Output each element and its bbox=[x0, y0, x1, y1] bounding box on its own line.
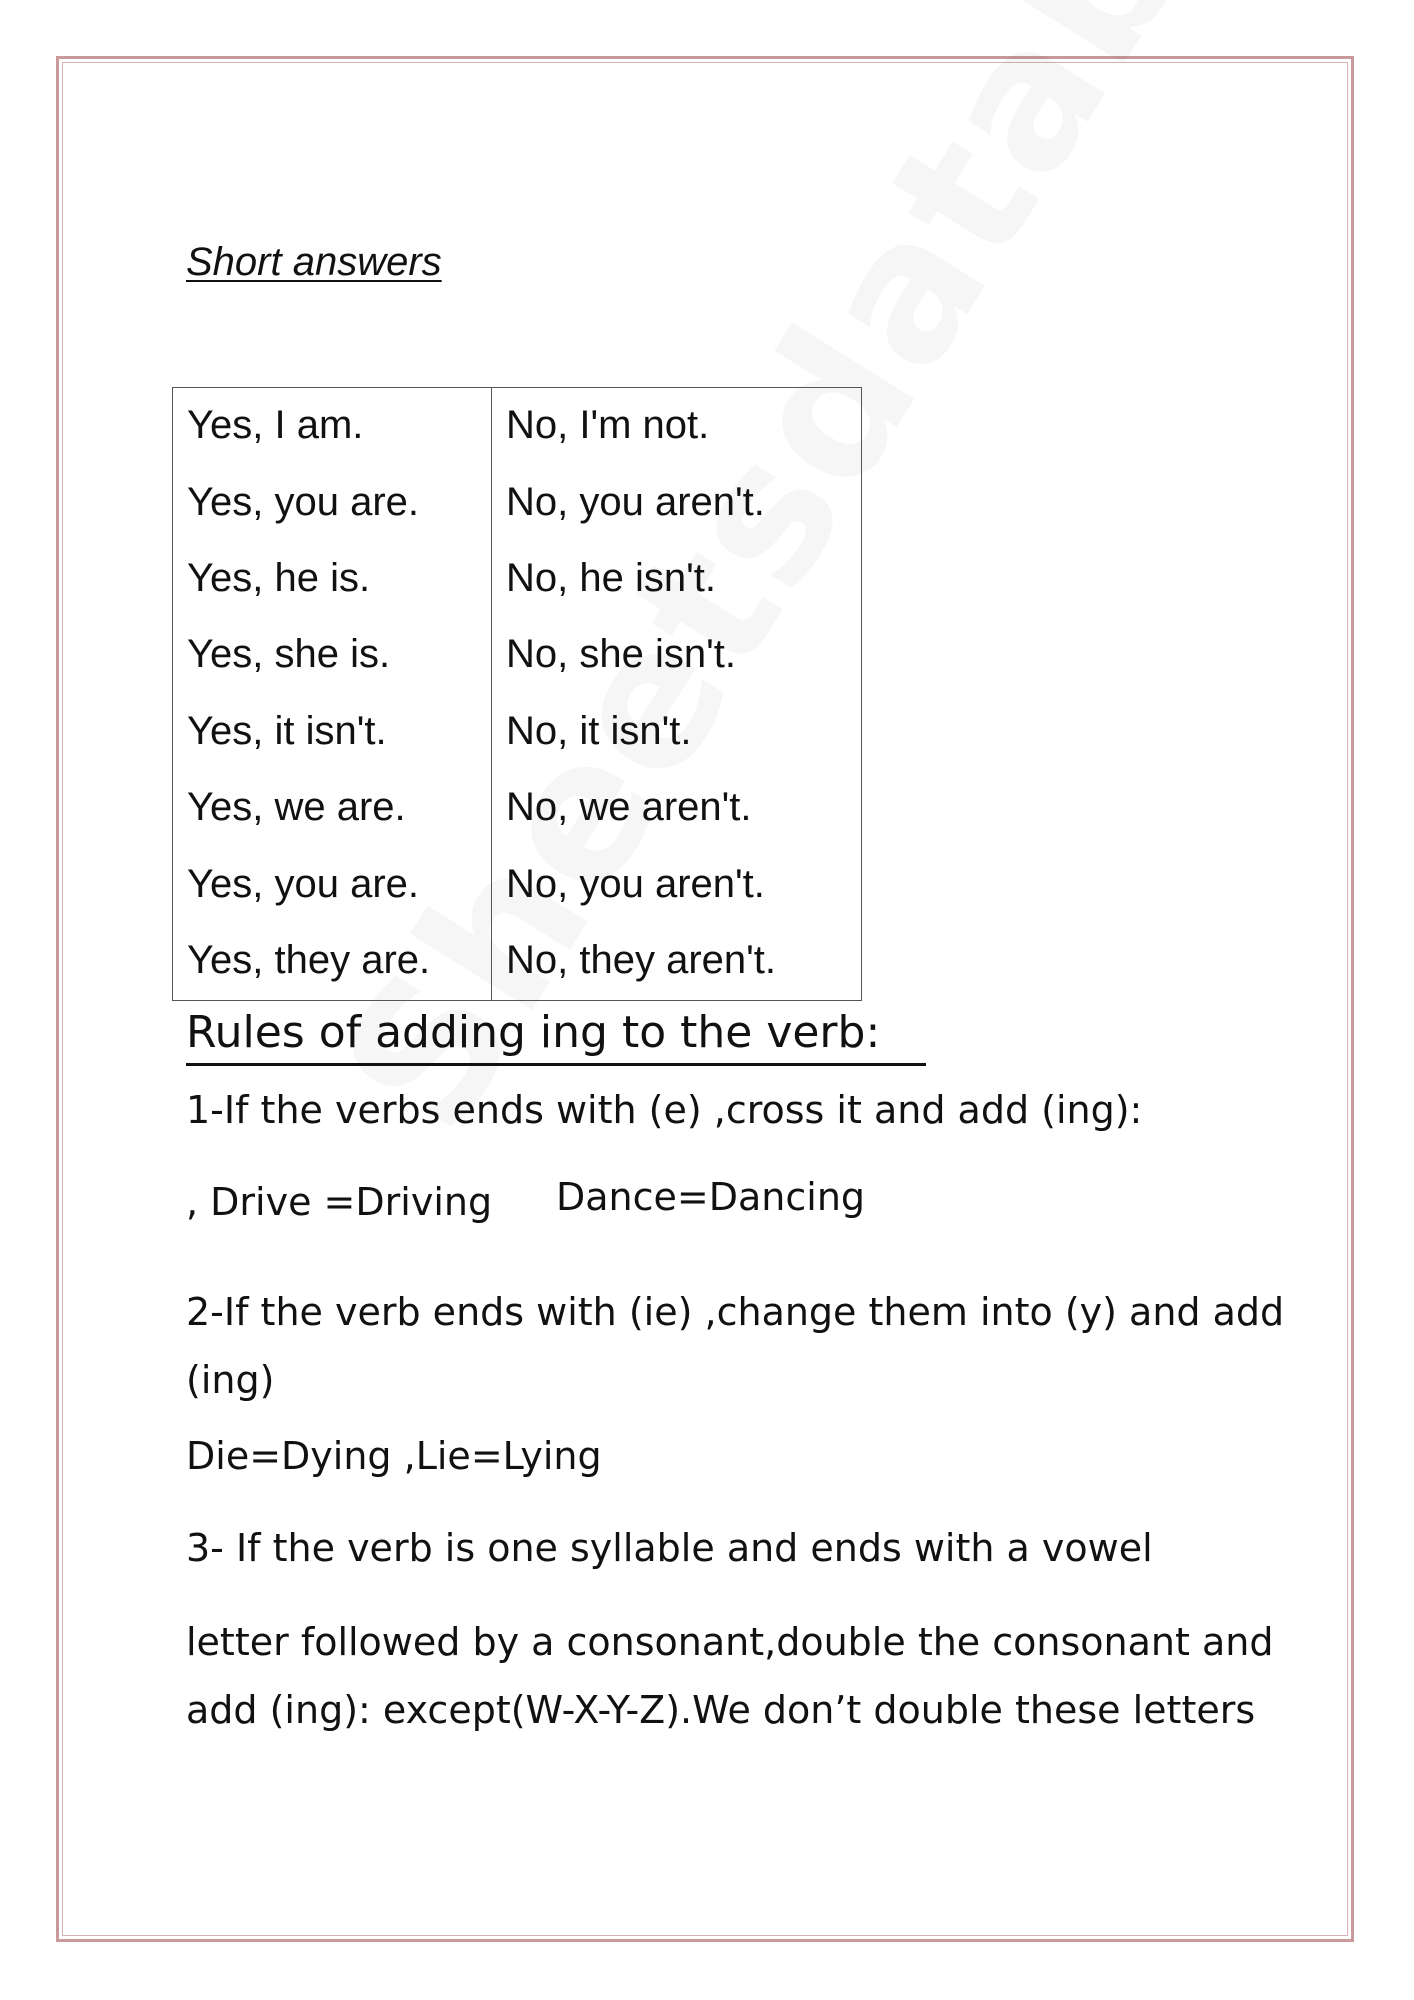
yes-answer: Yes, you are. bbox=[173, 465, 492, 541]
yes-answer: Yes, I am. bbox=[173, 388, 492, 465]
yes-answer: Yes, it isn't. bbox=[173, 694, 492, 770]
rule-3-rest: letter followed by a consonant,double the consonant and add (ing): except(W-X-Y-Z).We don’t double these letters bbox=[186, 1620, 1274, 1732]
table-row bbox=[173, 694, 862, 770]
yes-answer: Yes, they are. bbox=[173, 923, 492, 1000]
table-row bbox=[173, 923, 862, 1000]
rule-2: 2-If the verb ends with (ie) ,change them into (y) and add (ing) bbox=[186, 1290, 1285, 1402]
table-row bbox=[173, 770, 862, 846]
short-answers-title: Short answers bbox=[186, 240, 442, 284]
rule-1: 1-If the verbs ends with (e) ,cross it and add (ing): bbox=[186, 1088, 1143, 1132]
no-answer: No, it isn't. bbox=[506, 708, 692, 753]
no-answer: No, she isn't. bbox=[506, 632, 736, 677]
no-answer: No, he isn't. bbox=[506, 555, 716, 600]
table-row bbox=[173, 617, 862, 693]
table-row bbox=[173, 388, 862, 465]
yes-answer: Yes, we are. bbox=[173, 770, 492, 846]
rule-3-line-1: 3- If the verb is one syllable and ends with a vowel bbox=[186, 1526, 1153, 1570]
no-answer: No, you aren't. bbox=[506, 861, 765, 906]
no-answer: No, they aren't. bbox=[506, 938, 776, 983]
table-row bbox=[173, 847, 862, 923]
yes-answer: Yes, she is. bbox=[173, 617, 492, 693]
rule-1-example-drive: , Drive =Driving bbox=[186, 1180, 493, 1224]
yes-answer: Yes, you are. bbox=[173, 847, 492, 923]
table-row bbox=[173, 465, 862, 541]
rule-2-example: Die=Dying ,Lie=Lying bbox=[186, 1434, 602, 1478]
rules-title: Rules of adding ing to the verb: bbox=[186, 1005, 926, 1066]
no-answer: No, we aren't. bbox=[506, 785, 752, 830]
table-row bbox=[173, 541, 862, 617]
short-answers-table bbox=[172, 387, 862, 1001]
yes-answer: Yes, he is. bbox=[173, 541, 492, 617]
no-answer: No, I'm not. bbox=[506, 403, 710, 447]
no-answer: No, you aren't. bbox=[506, 479, 765, 524]
rule-1-example-dance: Dance=Dancing bbox=[556, 1175, 866, 1219]
